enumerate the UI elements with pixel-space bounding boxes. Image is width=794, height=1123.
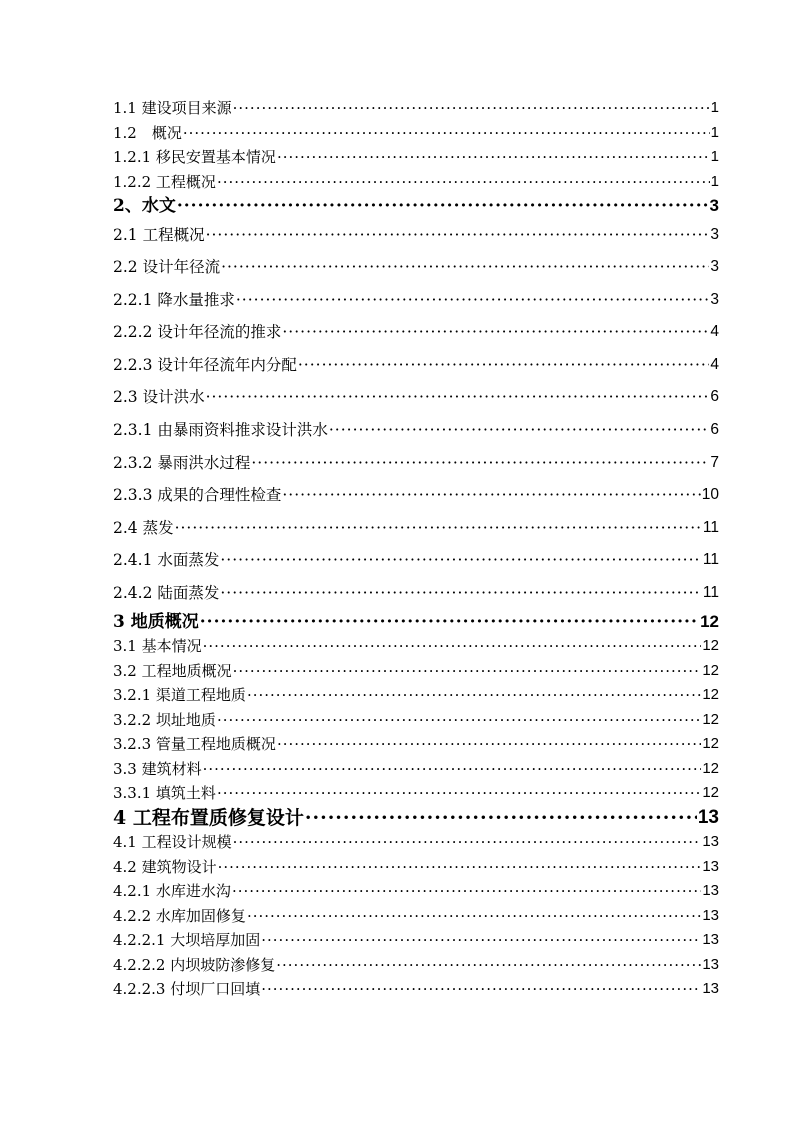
toc-page-number: 13 (702, 882, 719, 900)
toc-entry-label: 3.2.1 渠道工程地质 (113, 686, 246, 705)
toc-entry-label: 3.3.1 填筑土料 (113, 784, 216, 803)
toc-page-number: 13 (697, 806, 719, 828)
toc-entry[interactable] (113, 781, 719, 806)
toc-page-number: 12 (702, 661, 719, 679)
toc-entry[interactable] (113, 121, 719, 146)
toc-leader-dots (175, 512, 702, 545)
toc-entry-label: 2.1 工程概况 (113, 225, 205, 244)
toc-entry[interactable] (113, 634, 719, 659)
toc-leader-dots (276, 953, 701, 978)
toc-entry-label: 3.2.2 坝址地质 (113, 710, 216, 729)
toc-entry[interactable] (113, 732, 719, 757)
toc-page-number: 13 (702, 980, 719, 998)
toc-leader-dots (251, 447, 709, 480)
toc-entry[interactable] (113, 479, 719, 512)
toc-entry-label: 4.2.2 水库加固修复 (113, 906, 246, 925)
toc-leader-dots (277, 732, 701, 757)
toc-page-number: 7 (710, 453, 719, 471)
toc-page-number: 12 (702, 710, 719, 728)
toc-entry-label: 3.2 工程地质概况 (113, 661, 232, 680)
toc-page-number: 12 (702, 735, 719, 753)
toc-page-number: 12 (702, 686, 719, 704)
toc-leader-dots (277, 145, 710, 170)
toc-entry-label: 3.2.3 管量工程地质概况 (113, 735, 276, 754)
table-of-contents (113, 96, 719, 1002)
toc-entry-label: 2.2.2 设计年径流的推求 (113, 323, 282, 342)
toc-entry-label: 1.1 建设项目来源 (113, 99, 232, 117)
toc-entry-label: 3 地质概况 (113, 611, 199, 632)
toc-leader-dots (247, 904, 701, 929)
toc-leader-dots (233, 659, 702, 684)
toc-page-number: 13 (702, 833, 719, 851)
toc-entry-label: 3.1 基本情况 (113, 637, 202, 656)
toc-entry-label: 2.4.2 陆面蒸发 (113, 584, 220, 603)
toc-leader-dots (218, 855, 702, 880)
toc-leader-dots (183, 121, 710, 146)
toc-leader-dots (177, 194, 709, 219)
toc-entry-label: 1.2 概况 (113, 123, 182, 142)
toc-entry[interactable] (113, 806, 719, 831)
toc-page-number: 13 (702, 955, 719, 973)
toc-page-number: 12 (702, 784, 719, 802)
toc-entry[interactable] (113, 447, 719, 480)
toc-entry[interactable] (113, 659, 719, 684)
toc-entry[interactable] (113, 544, 719, 577)
toc-page-number: 3 (710, 225, 719, 243)
toc-entry-label: 2.3 设计洪水 (113, 388, 205, 407)
toc-entry-label: 2.2.1 降水量推求 (113, 290, 235, 309)
toc-entry-label: 4 工程布置质修复设计 (113, 806, 304, 829)
toc-page-number: 13 (702, 931, 719, 949)
toc-page-number: 6 (710, 388, 719, 406)
toc-entry-label: 2.4.1 水面蒸发 (113, 551, 220, 570)
toc-entry-label: 1.2.1 移民安置基本情况 (113, 148, 276, 166)
toc-leader-dots (233, 96, 710, 121)
toc-page-number: 11 (702, 584, 719, 602)
toc-entry-label: 3.3 建筑材料 (113, 759, 202, 778)
toc-entry-label: 2.3.3 成果的合理性检查 (113, 486, 282, 505)
toc-leader-dots (232, 879, 701, 904)
toc-entry[interactable] (113, 928, 719, 953)
toc-entry[interactable] (113, 879, 719, 904)
toc-entry[interactable] (113, 610, 719, 635)
toc-leader-dots (206, 381, 710, 414)
toc-entry-label: 2.2 设计年径流 (113, 258, 221, 277)
toc-page-number: 11 (702, 518, 719, 536)
toc-entry-label: 2.2.3 设计年径流年内分配 (113, 355, 297, 374)
toc-leader-dots (217, 170, 710, 195)
toc-entry[interactable] (113, 708, 719, 733)
toc-page-number: 12 (702, 637, 719, 655)
toc-page-number: 13 (702, 857, 719, 875)
toc-page-number: 10 (701, 486, 719, 504)
toc-page-number: 1 (710, 172, 719, 190)
toc-entry[interactable] (113, 219, 719, 252)
toc-leader-dots (220, 544, 702, 577)
toc-page-number: 3 (710, 290, 719, 308)
toc-entry[interactable] (113, 96, 719, 121)
toc-leader-dots (298, 349, 710, 382)
toc-leader-dots (220, 577, 702, 610)
toc-leader-dots (329, 414, 710, 447)
toc-entry[interactable] (113, 830, 719, 855)
toc-entry[interactable] (113, 683, 719, 708)
toc-leader-dots (217, 708, 701, 733)
toc-entry[interactable] (113, 194, 719, 219)
toc-leader-dots (282, 316, 709, 349)
toc-page-number: 1 (710, 123, 719, 141)
toc-page-number: 1 (710, 148, 719, 165)
toc-entry-label: 2.4 蒸发 (113, 518, 174, 537)
toc-entry[interactable] (113, 855, 719, 880)
toc-entry[interactable] (113, 414, 719, 447)
toc-entry-label: 4.2.2.2 内坝坡防渗修复 (113, 955, 276, 974)
toc-leader-dots (233, 830, 702, 855)
toc-entry-label: 2、水文 (113, 196, 176, 216)
toc-page-number: 4 (710, 355, 719, 373)
toc-leader-dots (282, 479, 700, 512)
toc-page-number: 11 (702, 551, 719, 569)
toc-leader-dots (203, 757, 702, 782)
toc-leader-dots (261, 928, 701, 953)
toc-entry[interactable] (113, 757, 719, 782)
toc-page-number: 12 (700, 611, 719, 631)
toc-page-number: 3 (709, 196, 719, 215)
toc-entry[interactable] (113, 170, 719, 195)
toc-leader-dots (305, 806, 697, 831)
toc-entry[interactable] (113, 512, 719, 545)
toc-entry[interactable] (113, 284, 719, 317)
toc-leader-dots (236, 284, 710, 317)
toc-entry[interactable] (113, 381, 719, 414)
toc-entry[interactable] (113, 145, 719, 170)
toc-entry-label: 4.2.2.1 大坝培厚加固 (113, 931, 261, 950)
toc-entry-label: 1.2.2 工程概况 (113, 172, 216, 191)
toc-entry-label: 4.1 工程设计规模 (113, 833, 232, 852)
toc-page-number: 13 (702, 906, 719, 924)
toc-leader-dots (221, 251, 709, 284)
toc-entry-label: 4.2.2.3 付坝厂口回填 (113, 980, 261, 999)
toc-entry[interactable] (113, 904, 719, 929)
toc-entry[interactable] (113, 577, 719, 610)
toc-entry[interactable] (113, 977, 719, 1002)
toc-entry[interactable] (113, 349, 719, 382)
toc-leader-dots (247, 683, 701, 708)
toc-leader-dots (261, 977, 701, 1002)
toc-leader-dots (200, 610, 699, 635)
toc-page-number: 6 (710, 421, 719, 439)
toc-entry[interactable] (113, 316, 719, 349)
toc-entry[interactable] (113, 953, 719, 978)
toc-entry-label: 2.3.1 由暴雨资料推求设计洪水 (113, 421, 328, 440)
toc-entry-label: 4.2 建筑物设计 (113, 857, 217, 876)
toc-leader-dots (217, 781, 701, 806)
toc-entry-label: 4.2.1 水库进水沟 (113, 882, 231, 901)
toc-entry-label: 2.3.2 暴雨洪水过程 (113, 453, 251, 472)
toc-page-number: 4 (710, 323, 719, 341)
toc-page-number: 1 (710, 99, 719, 116)
toc-leader-dots (203, 634, 702, 659)
toc-page-number: 3 (710, 258, 719, 276)
toc-leader-dots (206, 219, 710, 252)
toc-page-number: 12 (702, 759, 719, 777)
toc-entry[interactable] (113, 251, 719, 284)
